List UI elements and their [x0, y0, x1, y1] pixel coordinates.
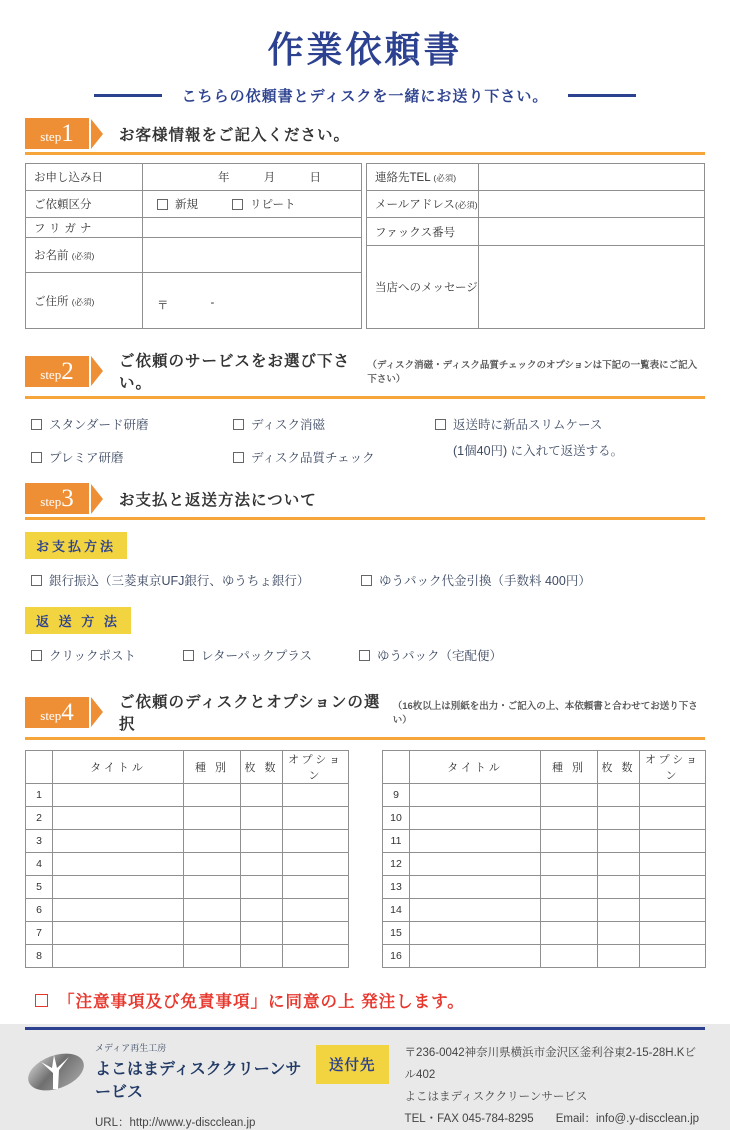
day-unit: 日 [309, 172, 321, 184]
request-type-field [143, 191, 362, 218]
checkbox-cod-yupack[interactable] [361, 571, 591, 589]
company-logo-disc-icon [25, 1049, 87, 1095]
type-cell[interactable] [541, 876, 598, 899]
row-number: 15 [383, 922, 410, 945]
disc-row [26, 945, 349, 968]
agreement-checkbox[interactable] [35, 994, 48, 1007]
checkbox-disc-quality-check[interactable] [233, 448, 435, 466]
option-cell[interactable] [640, 784, 706, 807]
subtitle-line-right [568, 94, 636, 97]
row-number: 14 [383, 899, 410, 922]
step1-title: お客様情報をご記入ください。 [119, 126, 351, 144]
title-cell[interactable] [53, 945, 184, 968]
checkbox-yupack-delivery[interactable] [359, 646, 502, 664]
step3-title: お支払と返送方法について [119, 491, 317, 509]
count-cell[interactable] [598, 807, 640, 830]
count-cell[interactable] [241, 876, 283, 899]
fax-field[interactable] [479, 218, 705, 246]
checkbox-icon[interactable] [31, 419, 42, 430]
count-cell[interactable] [598, 922, 640, 945]
address-field[interactable] [143, 273, 362, 329]
tel-label: 連絡先TEL (必須) [367, 164, 479, 191]
checkbox-label: ディスク品質チェック [251, 451, 375, 465]
name-field[interactable] [143, 238, 362, 273]
footer-divider [25, 1027, 705, 1030]
title-cell[interactable] [53, 899, 184, 922]
option-cell[interactable] [640, 899, 706, 922]
company-address: 〒236-0042神奈川県横浜市金沢区釜利谷東2-15-28H.Kビル402 [404, 1047, 696, 1081]
required-mark: (必須) [71, 296, 95, 307]
checkbox-icon[interactable] [31, 650, 42, 661]
year-unit: 年 [218, 172, 230, 184]
month-unit: 月 [263, 172, 276, 184]
disc-row [383, 945, 706, 968]
step4-note: （16枚以上は別紙を出力・ご記入の上、本依頼書と合わせてお送り下さい） [392, 701, 698, 726]
count-cell[interactable] [598, 876, 640, 899]
address-label: ご住所 (必須) [26, 273, 143, 329]
agreement-text: 「注意事項及び免責事項」に同意の上 発注します。 [58, 993, 465, 1011]
checkbox-icon[interactable] [233, 452, 244, 463]
count-cell[interactable] [598, 899, 640, 922]
title-cell[interactable] [410, 945, 541, 968]
step1-badge [25, 118, 103, 149]
return-method-badge: 返 送 方 法 [25, 607, 131, 634]
row-number: 2 [26, 807, 53, 830]
step2-section [25, 349, 705, 466]
title-header: タイトル [53, 751, 184, 784]
checkbox-icon[interactable] [232, 199, 243, 210]
row-number: 13 [383, 876, 410, 899]
checkbox-icon[interactable] [233, 419, 244, 430]
disc-row [26, 807, 349, 830]
option-header: オプション [283, 751, 349, 784]
type-cell[interactable] [184, 922, 241, 945]
row-number: 8 [26, 945, 53, 968]
count-cell[interactable] [598, 945, 640, 968]
disc-row [26, 830, 349, 853]
checkbox-new-slim-case[interactable] [435, 415, 623, 433]
agreement-row [25, 988, 705, 1012]
title-cell[interactable] [410, 876, 541, 899]
disc-row [26, 922, 349, 945]
option-cell[interactable] [640, 853, 706, 876]
name-label: お名前 (必須) [26, 238, 143, 273]
arrow-right-icon [91, 356, 103, 386]
checkbox-icon[interactable] [31, 452, 42, 463]
checkbox-label: スタンダード研磨 [49, 418, 149, 432]
option-cell[interactable] [283, 830, 349, 853]
message-label: 当店へのメッセージ [367, 246, 479, 329]
step3-badge [25, 483, 103, 514]
count-cell[interactable] [241, 922, 283, 945]
step3-section [25, 483, 705, 664]
company-telfax: TEL・FAX 045-784-8295 [404, 1112, 534, 1125]
step2-badge [25, 356, 103, 387]
option-cell[interactable] [283, 876, 349, 899]
arrow-right-icon [91, 697, 103, 727]
title-cell[interactable] [53, 922, 184, 945]
company-name: よこはまディスククリーンサービス [95, 1061, 302, 1101]
message-field[interactable] [479, 246, 705, 329]
service-options [25, 415, 705, 466]
disc-table-left [25, 750, 349, 968]
checkbox-icon[interactable] [435, 419, 446, 430]
disc-row [26, 899, 349, 922]
count-cell[interactable] [241, 830, 283, 853]
checkbox-icon[interactable] [361, 575, 372, 586]
count-cell[interactable] [241, 807, 283, 830]
type-header: 種 別 [541, 751, 598, 784]
checkbox-repeat-customer[interactable] [232, 196, 296, 212]
checkbox-disc-demagnetize[interactable] [233, 415, 435, 433]
type-cell[interactable] [184, 830, 241, 853]
row-number: 11 [383, 830, 410, 853]
step4-title: ご依頼のディスクとオプションの選択 [119, 694, 381, 733]
payment-options [25, 571, 705, 589]
disc-row [383, 807, 706, 830]
customer-info-right-table [366, 163, 705, 329]
step1-badge-rect [25, 118, 89, 149]
disc-row [383, 784, 706, 807]
row-number: 9 [383, 784, 410, 807]
checkbox-bank-transfer[interactable] [31, 571, 361, 589]
disc-row [383, 899, 706, 922]
row-number: 1 [26, 784, 53, 807]
step2-note: （ディスク消磁・ディスク品質チェックのオプションは下記の一覧表にご記入下さい） [367, 360, 698, 385]
num-header [383, 751, 410, 784]
title-cell[interactable] [53, 830, 184, 853]
disc-row [26, 853, 349, 876]
option-cell[interactable] [640, 945, 706, 968]
title-cell[interactable] [53, 853, 184, 876]
step-number: 1 [61, 120, 74, 147]
title-cell[interactable] [53, 876, 184, 899]
step-word: step [40, 707, 62, 723]
num-header [26, 751, 53, 784]
return-options [25, 646, 705, 664]
type-cell[interactable] [541, 853, 598, 876]
option-cell[interactable] [283, 945, 349, 968]
title-cell[interactable] [410, 830, 541, 853]
option-cell[interactable] [640, 807, 706, 830]
checkbox-label: クリックポスト [49, 649, 137, 663]
company-tagline: メディア再生工房 [95, 1043, 167, 1053]
row-number: 7 [26, 922, 53, 945]
checkbox-label: 新規 [175, 199, 198, 211]
row-number: 16 [383, 945, 410, 968]
row-number: 10 [383, 807, 410, 830]
company-url[interactable]: URL：http://www.y-discclean.jp [95, 1117, 256, 1129]
checkbox-label: レターパックプラス [201, 649, 313, 663]
type-cell[interactable] [541, 784, 598, 807]
checkbox-icon[interactable] [157, 199, 168, 210]
postal-dash: - [210, 296, 215, 309]
checkbox-letter-pack-plus[interactable] [183, 646, 359, 664]
step-word: step [40, 366, 62, 382]
checkbox-click-post[interactable] [31, 646, 183, 664]
option-cell[interactable] [283, 807, 349, 830]
title-cell[interactable] [53, 807, 184, 830]
subtitle-text: こちらの依頼書とディスクを一緒にお送り下さい。 [181, 88, 549, 105]
type-cell[interactable] [184, 945, 241, 968]
option-cell[interactable] [283, 922, 349, 945]
disc-row [26, 876, 349, 899]
step-word: step [40, 494, 62, 509]
email-label: メールアドレス(必須) [367, 191, 479, 218]
option-cell[interactable] [640, 830, 706, 853]
disc-row [383, 853, 706, 876]
step4-badge [25, 697, 103, 728]
type-cell[interactable] [541, 922, 598, 945]
company-email[interactable]: Email：info@.y-discclean.jp [555, 1112, 700, 1125]
sendto-badge: 送付先 [316, 1045, 389, 1084]
disc-list-tables [25, 750, 705, 968]
checkbox-icon[interactable] [183, 650, 194, 661]
slim-case-detail: (1個40円) に入れて返送する。 [453, 444, 624, 458]
step2-title: ご依頼のサービスをお選び下さい。 [119, 353, 351, 392]
request-type-label: ご依頼区分 [26, 191, 143, 218]
step3-header [25, 483, 705, 520]
count-cell[interactable] [241, 899, 283, 922]
checkbox-standard-polish[interactable] [31, 415, 233, 433]
step-number: 2 [61, 357, 74, 385]
step-word: step [40, 129, 62, 144]
customer-info-tables [25, 163, 705, 329]
fax-label: ファックス番号 [367, 218, 479, 246]
title-header: タイトル [410, 751, 541, 784]
footer [25, 1041, 705, 1130]
count-header: 枚 数 [241, 751, 283, 784]
step1-header [25, 118, 705, 155]
step-number: 3 [61, 485, 74, 512]
row-number: 12 [383, 853, 410, 876]
checkbox-label: 銀行振込（三菱東京UFJ銀行、ゆうちょ銀行） [49, 574, 310, 588]
title-cell[interactable] [410, 853, 541, 876]
subtitle [25, 85, 705, 106]
checkbox-icon[interactable] [359, 650, 370, 661]
disc-row [383, 830, 706, 853]
checkbox-premium-polish[interactable] [31, 448, 233, 466]
apply-date-label: お申し込み日 [26, 164, 143, 191]
option-header: オプション [640, 751, 706, 784]
type-cell[interactable] [541, 899, 598, 922]
type-cell[interactable] [184, 876, 241, 899]
count-cell[interactable] [598, 830, 640, 853]
checkbox-label: ゆうパック（宅配便） [377, 649, 503, 663]
type-cell[interactable] [184, 807, 241, 830]
page-title: 作業依頼書 [267, 29, 463, 70]
row-number: 6 [26, 899, 53, 922]
type-cell[interactable] [541, 830, 598, 853]
step4-section [25, 690, 705, 968]
tel-field[interactable] [479, 164, 705, 191]
email-field[interactable] [479, 191, 705, 218]
count-cell[interactable] [598, 853, 640, 876]
option-cell[interactable] [283, 899, 349, 922]
count-cell[interactable] [241, 784, 283, 807]
row-number: 4 [26, 853, 53, 876]
title-cell[interactable] [410, 784, 541, 807]
title-cell[interactable] [53, 784, 184, 807]
step-number: 4 [61, 698, 74, 726]
step2-header [25, 349, 705, 399]
checkbox-new-customer[interactable] [157, 196, 198, 212]
count-cell[interactable] [241, 945, 283, 968]
disc-row [383, 922, 706, 945]
checkbox-icon[interactable] [31, 575, 42, 586]
step4-header [25, 690, 705, 740]
disc-table-right [382, 750, 706, 968]
required-mark: (必須) [71, 251, 95, 261]
required-mark: (必須) [454, 200, 478, 210]
count-cell[interactable] [598, 784, 640, 807]
checkbox-label: 返送時に新品スリムケース [453, 418, 603, 432]
type-cell[interactable] [184, 853, 241, 876]
type-cell[interactable] [541, 807, 598, 830]
title-cell[interactable] [410, 899, 541, 922]
required-mark: (必須) [433, 173, 457, 183]
apply-date-field[interactable] [143, 164, 362, 191]
option-cell[interactable] [283, 853, 349, 876]
disc-row [26, 784, 349, 807]
type-cell[interactable] [184, 784, 241, 807]
count-header: 枚 数 [598, 751, 640, 784]
subtitle-line-left [94, 94, 162, 97]
type-header: 種 別 [184, 751, 241, 784]
checkbox-label: ディスク消磁 [251, 418, 326, 432]
checkbox-label: ゆうパック代金引換（手数料 400円） [379, 574, 591, 588]
option-cell[interactable] [283, 784, 349, 807]
row-number: 3 [26, 830, 53, 853]
furigana-label: フリガナ [26, 218, 143, 238]
type-cell[interactable] [184, 899, 241, 922]
row-number: 5 [26, 876, 53, 899]
payment-method-badge: お支払方法 [25, 532, 127, 559]
company-name-2: よこはまディスククリーンサービス [404, 1090, 588, 1103]
arrow-right-icon [91, 484, 103, 514]
furigana-field[interactable] [143, 218, 362, 238]
postal-mark: 〒 [157, 299, 169, 312]
checkbox-label: リピート [250, 199, 296, 211]
type-cell[interactable] [541, 945, 598, 968]
arrow-right-icon [91, 119, 103, 149]
option-cell[interactable] [640, 922, 706, 945]
customer-info-left-table [25, 163, 362, 329]
title-cell[interactable] [410, 922, 541, 945]
title-cell[interactable] [410, 807, 541, 830]
checkbox-label: プレミア研磨 [49, 451, 124, 465]
count-cell[interactable] [241, 853, 283, 876]
option-cell[interactable] [640, 876, 706, 899]
step1-section [25, 118, 705, 329]
disc-row [383, 876, 706, 899]
